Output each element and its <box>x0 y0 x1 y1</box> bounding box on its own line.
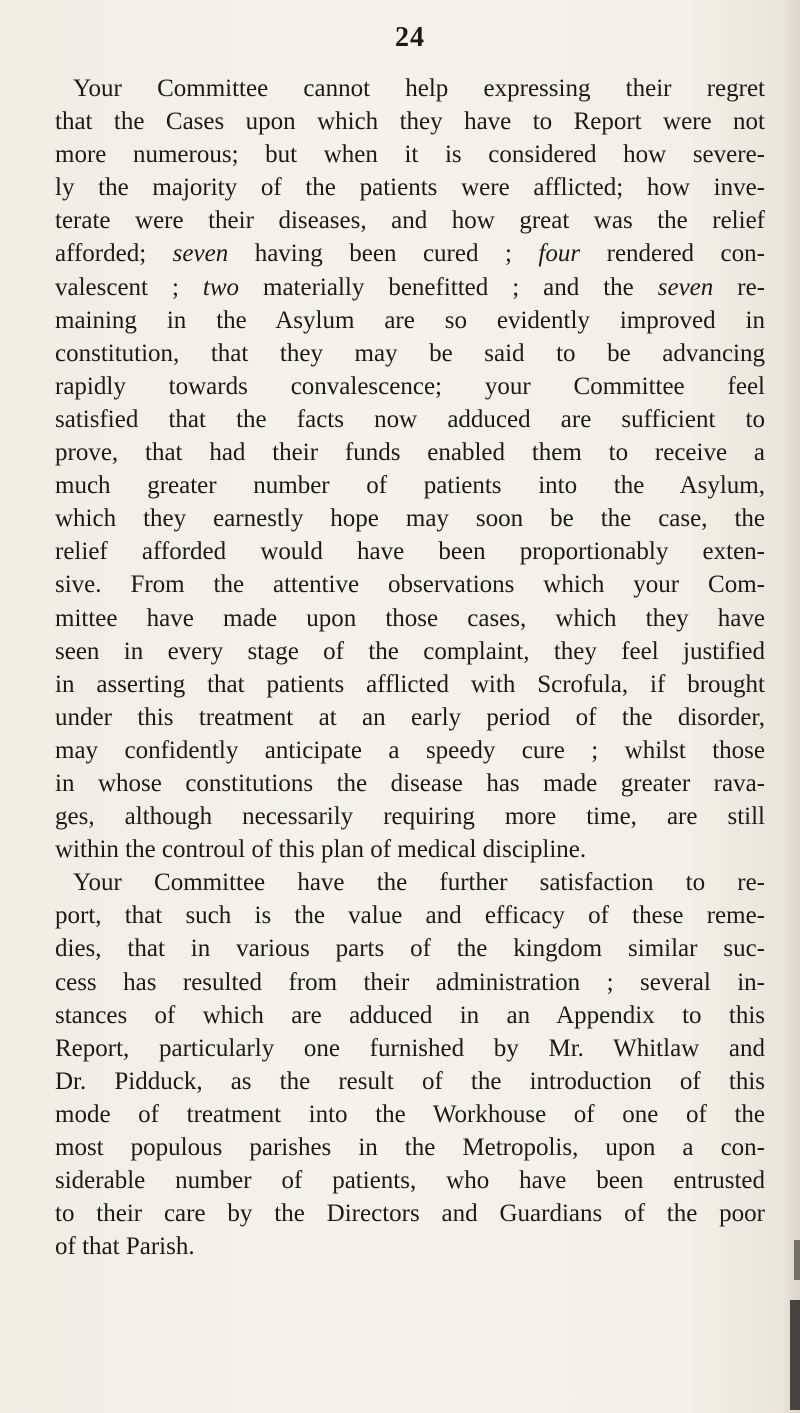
page-edge-shadow <box>782 0 800 1413</box>
text-line: terate were their diseases, and how great was the relief <box>55 207 765 235</box>
page-edge-mark <box>790 1300 800 1410</box>
text-run: re- <box>713 273 766 301</box>
text-line: seen in every stage of the complaint, they feel justified <box>55 637 765 665</box>
text-line: ly the majority of the patients were afflicted; how inve- <box>55 174 765 202</box>
page-edge-mark <box>794 1240 800 1280</box>
text-line: ges, although necessarily requiring more time, are still <box>55 803 765 831</box>
text-line: may confidently anticipate a speedy cure ; whilst those <box>55 736 765 764</box>
text-line: satisfied that the facts now adduced are sufficient to <box>55 405 765 433</box>
text-run: materially benefitted ; and the <box>239 273 658 301</box>
text-line: maining in the Asylum are so evidently improved in <box>55 306 765 334</box>
text-line: Your Committee have the further satisfaction to re- <box>73 869 765 897</box>
text-run: afforded; <box>55 240 173 268</box>
italic-numeral: seven <box>657 273 714 301</box>
italic-numeral: seven <box>172 240 229 268</box>
text-line: most populous parishes in the Metropolis, upon a con- <box>55 1134 765 1161</box>
text-line: sive. From the attentive observations which your Com- <box>55 571 765 599</box>
text-line: that the Cases upon which they have to Report were not <box>55 108 765 136</box>
text-line: in whose constitutions the disease has made greater rava- <box>55 769 765 797</box>
text-line: within the controul of this plan of medical discipline. <box>55 836 587 864</box>
text-line: rapidly towards convalescence; your Committee feel <box>55 372 765 400</box>
italic-numeral: four <box>538 240 581 268</box>
text-line: dies, that in various parts of the kingdom similar suc- <box>55 935 765 963</box>
text-line: mode of treatment into the Workhouse of one of the <box>55 1100 765 1128</box>
text-run: having been cured ; <box>228 240 539 268</box>
text-line: to their care by the Directors and Guardians of the poor <box>55 1200 765 1228</box>
text-line: Your Committee cannot help expressing their regret <box>73 75 765 102</box>
text-line: port, that such is the value and efficacy of these reme- <box>55 902 765 930</box>
text-line: under this treatment at an early period of the disorder, <box>55 703 765 731</box>
text-run: valescent ; <box>55 273 203 301</box>
text-line: Dr. Pidduck, as the result of the introduction of this <box>55 1067 765 1095</box>
text-line: prove, that had their funds enabled them to receive a <box>55 439 765 467</box>
text-line: much greater number of patients into the Asylum, <box>55 472 765 500</box>
text-line: which they earnestly hope may soon be the case, the <box>55 505 765 533</box>
text-line: constitution, that they may be said to be advancing <box>55 339 765 367</box>
text-line <box>55 271 765 304</box>
text-line <box>55 237 765 270</box>
text-line: in asserting that patients afflicted with Scrofula, if brought <box>55 670 765 698</box>
text-line: mittee have made upon those cases, which they have <box>55 604 765 632</box>
text-line: of that Parish. <box>55 1233 195 1261</box>
text-line: stances of which are adduced in an Appendix to this <box>55 1001 765 1029</box>
italic-numeral: two <box>202 273 240 301</box>
text-line: siderable number of patients, who have been entrusted <box>55 1167 765 1195</box>
body-text <box>55 72 765 1263</box>
text-line: Report, particularly one furnished by Mr. Whitlaw and <box>55 1034 765 1062</box>
page-number: 24 <box>395 22 425 53</box>
text-line: relief afforded would have been proportionably exten- <box>55 538 765 566</box>
text-line: more numerous; but when it is considered how severe- <box>55 141 765 169</box>
text-line: cess has resulted from their administration ; several in- <box>55 968 765 996</box>
text-run: rendered con- <box>580 240 765 268</box>
